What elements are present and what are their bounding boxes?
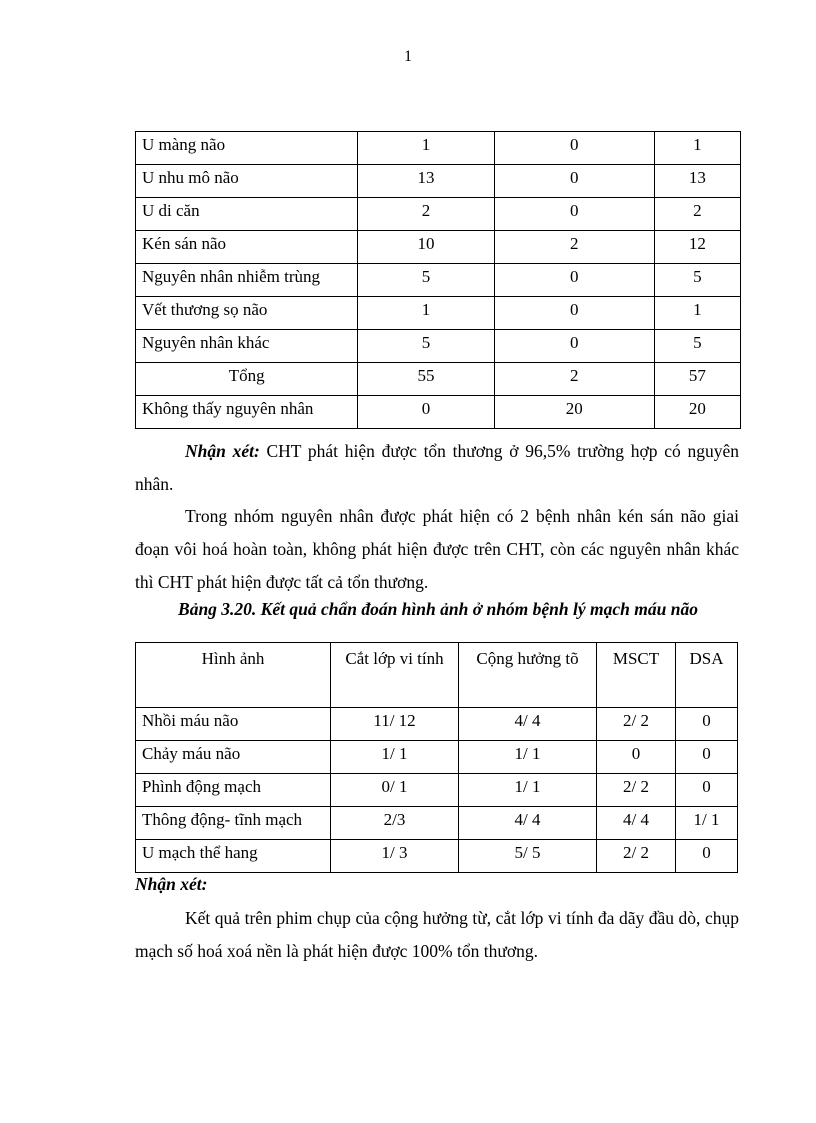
t2-cell: 4/ 4 xyxy=(459,708,597,741)
results-table-1 xyxy=(135,131,741,429)
t1-cell: 0 xyxy=(358,396,494,429)
t2-cell: 2/3 xyxy=(331,807,459,840)
t2-cell: 4/ 4 xyxy=(597,807,676,840)
t1-row-label: U màng não xyxy=(136,132,358,165)
t1-cell: 0 xyxy=(494,330,654,363)
table-2-caption: Bảng 3.20. Kết quả chẩn đoán hình ảnh ở nhóm bệnh lý mạch máu não xyxy=(178,599,698,619)
t1-row xyxy=(136,165,741,198)
t1-row-label: Vết thương sọ não xyxy=(136,297,358,330)
t1-row xyxy=(136,396,741,429)
t2-row-label: Thông động- tĩnh mạch xyxy=(136,807,331,840)
t2-cell: 2/ 2 xyxy=(597,774,676,807)
t2-header-cell: Cắt lớp vi tính xyxy=(331,643,459,708)
t1-cell: 20 xyxy=(494,396,654,429)
t1-row-label: Nguyên nhân nhiễm trùng xyxy=(136,264,358,297)
results-table-2 xyxy=(135,642,738,873)
t1-cell: 55 xyxy=(358,363,494,396)
t1-row-label: Nguyên nhân khác xyxy=(136,330,358,363)
t2-row-label: Phình động mạch xyxy=(136,774,331,807)
t1-cell: 1 xyxy=(654,297,740,330)
t2-cell: 0 xyxy=(676,708,738,741)
t2-header-row xyxy=(136,643,738,708)
t1-cell: 2 xyxy=(494,231,654,264)
t1-cell: 12 xyxy=(654,231,740,264)
t1-row-label: Không thấy nguyên nhân xyxy=(136,396,358,429)
page-number: 1 xyxy=(404,48,412,65)
t2-cell: 1/ 1 xyxy=(459,774,597,807)
t1-cell: 57 xyxy=(654,363,740,396)
t1-cell: 2 xyxy=(358,198,494,231)
t1-cell: 10 xyxy=(358,231,494,264)
remark-1 xyxy=(135,435,739,501)
t2-cell: 2/ 2 xyxy=(597,708,676,741)
t2-cell: 1/ 1 xyxy=(331,741,459,774)
t2-row xyxy=(136,741,738,774)
t1-cell: 2 xyxy=(494,363,654,396)
t2-cell: 0/ 1 xyxy=(331,774,459,807)
t1-row-label: Tổng xyxy=(136,363,358,396)
t2-row-label: Nhồi máu não xyxy=(136,708,331,741)
t1-cell: 5 xyxy=(654,264,740,297)
t1-cell: 0 xyxy=(494,132,654,165)
t1-cell: 5 xyxy=(358,330,494,363)
t1-cell: 1 xyxy=(358,132,494,165)
t1-row xyxy=(136,363,741,396)
t2-row xyxy=(136,807,738,840)
t1-row-label: Kén sán não xyxy=(136,231,358,264)
t2-cell: 1/ 3 xyxy=(331,840,459,873)
t1-row xyxy=(136,231,741,264)
t2-row-label: U mạch thể hang xyxy=(136,840,331,873)
t1-cell: 20 xyxy=(654,396,740,429)
t2-cell: 4/ 4 xyxy=(459,807,597,840)
t1-cell: 0 xyxy=(494,297,654,330)
t2-row xyxy=(136,840,738,873)
t2-cell: 5/ 5 xyxy=(459,840,597,873)
t2-cell: 0 xyxy=(597,741,676,774)
t1-cell: 1 xyxy=(358,297,494,330)
t2-cell: 1/ 1 xyxy=(459,741,597,774)
t1-cell: 0 xyxy=(494,165,654,198)
t1-row xyxy=(136,198,741,231)
t2-row xyxy=(136,708,738,741)
t1-cell: 2 xyxy=(654,198,740,231)
paragraph-2: Kết quả trên phim chụp của cộng hưởng từ, cắt lớp vi tính đa dãy đầu dò, chụp mạch số hoá xoá nền là phát hiện được 100% tổn thương. xyxy=(135,908,739,961)
t1-cell: 1 xyxy=(654,132,740,165)
t2-cell: 0 xyxy=(676,840,738,873)
t1-row-label: U nhu mô não xyxy=(136,165,358,198)
t2-header-cell: Cộng hưởng tõ xyxy=(459,643,597,708)
t1-row xyxy=(136,297,741,330)
t2-cell: 2/ 2 xyxy=(597,840,676,873)
t1-cell: 5 xyxy=(654,330,740,363)
t1-cell: 13 xyxy=(358,165,494,198)
remark-1-text: CHT phát hiện được tổn thương ở 96,5% trường hợp có nguyên nhân. xyxy=(135,441,739,494)
t1-row xyxy=(136,330,741,363)
t2-cell: 0 xyxy=(676,774,738,807)
t1-cell: 0 xyxy=(494,264,654,297)
t1-cell: 5 xyxy=(358,264,494,297)
t2-header-cell: DSA xyxy=(676,643,738,708)
t2-cell: 0 xyxy=(676,741,738,774)
paragraph-1: Trong nhóm nguyên nhân được phát hiện có 2 bệnh nhân kén sán não giai đoạn vôi hoá hoàn toàn, không phát hiện được trên CHT, còn các nguyên nhân khác thì CHT phát hiện được tất cả tổn thương. xyxy=(135,506,739,592)
t2-header-cell: Hình ảnh xyxy=(136,643,331,708)
remark-1-label: Nhận xét: xyxy=(185,441,260,461)
t2-header-cell: MSCT xyxy=(597,643,676,708)
t2-cell: 1/ 1 xyxy=(676,807,738,840)
t2-row xyxy=(136,774,738,807)
t1-cell: 13 xyxy=(654,165,740,198)
t2-cell: 11/ 12 xyxy=(331,708,459,741)
t1-row xyxy=(136,264,741,297)
t1-cell: 0 xyxy=(494,198,654,231)
t2-row-label: Chảy máu não xyxy=(136,741,331,774)
t1-row-label: U di căn xyxy=(136,198,358,231)
remark-2-label: Nhận xét: xyxy=(135,874,208,894)
t1-row xyxy=(136,132,741,165)
